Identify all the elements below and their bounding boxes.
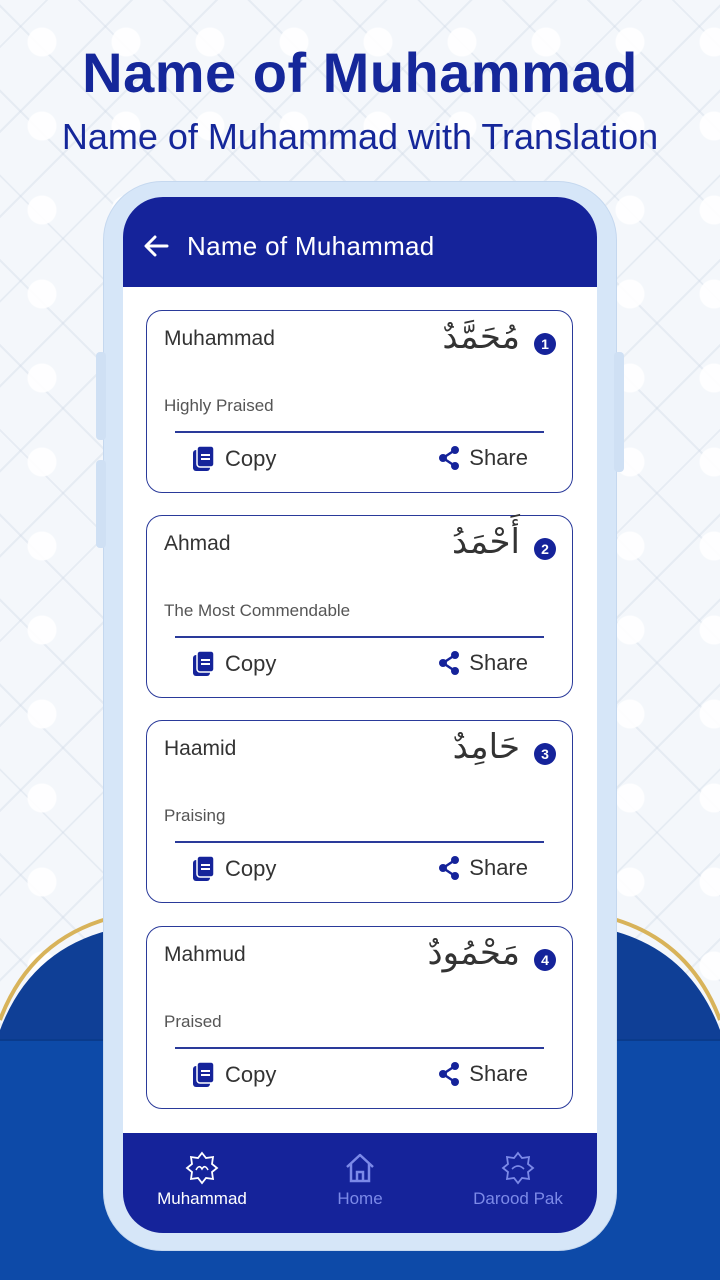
phone-side-button [96,352,106,440]
share-label: Share [469,445,528,470]
card-name: Ahmad [164,532,231,555]
promo-subtitle: Name of Muhammad with Translation [61,116,659,157]
nav-item-darood-pak[interactable] [439,1133,597,1233]
card-arabic-calligraphy: مُحَمَّدٌ [442,317,520,357]
share-icon [437,650,461,676]
name-card [146,720,573,903]
copy-icon [191,650,217,678]
app-screen [123,197,597,1233]
card-name: Muhammad [164,327,275,350]
arrow-left-icon[interactable] [141,231,171,261]
card-meaning: Praising [164,806,226,825]
nav-label-home: Home [337,1189,383,1208]
share-button[interactable] [437,650,528,676]
share-icon [437,855,461,881]
share-label: Share [469,1061,528,1086]
app-bar-title: Name of Muhammad [187,230,435,261]
card-number-badge: 1 [534,333,556,355]
copy-label: Copy [225,1062,277,1087]
card-name: Haamid [164,737,237,760]
card-divider [175,1047,544,1049]
card-divider [175,431,544,433]
copy-icon [191,445,217,473]
copy-button[interactable] [191,855,276,883]
share-icon [437,1061,461,1087]
copy-button[interactable] [191,445,276,473]
phone-side-button [96,460,106,548]
share-button[interactable] [437,445,528,471]
nav-label-muhammad: Muhammad [157,1189,247,1208]
card-arabic-calligraphy: أَحْمَدُ [452,522,520,562]
copy-icon [191,1061,217,1089]
name-card [146,926,573,1109]
promo-title: Name of Muhammad [82,41,638,104]
copy-button[interactable] [191,1061,276,1089]
name-card [146,310,573,493]
darood-emblem-icon [501,1151,535,1185]
nav-item-muhammad[interactable] [123,1133,281,1233]
copy-button[interactable] [191,650,276,678]
card-number-badge: 3 [534,743,556,765]
share-button[interactable] [437,1061,528,1087]
card-meaning: Praised [164,1012,222,1031]
bottom-navigation [123,1133,597,1233]
share-label: Share [469,855,528,880]
app-bar [123,197,597,287]
card-name: Mahmud [164,943,246,966]
card-arabic-calligraphy: حَامِدٌ [452,727,520,767]
card-meaning: The Most Commendable [164,601,351,620]
card-divider [175,841,544,843]
home-icon [343,1151,377,1185]
name-card [146,515,573,698]
share-label: Share [469,650,528,675]
phone-side-button [614,352,624,472]
share-button[interactable] [437,855,528,881]
card-arabic-calligraphy: مَحْمُودٌ [427,933,520,973]
share-icon [437,445,461,471]
card-number-badge: 4 [534,949,556,971]
copy-label: Copy [225,856,277,881]
copy-label: Copy [225,446,277,471]
nav-label-darood-pak: Darood Pak [473,1189,563,1208]
copy-label: Copy [225,651,277,676]
copy-icon [191,855,217,883]
nav-item-home[interactable] [281,1133,439,1233]
card-meaning: Highly Praised [164,396,274,415]
card-number-badge: 2 [534,538,556,560]
card-divider [175,636,544,638]
muhammad-emblem-icon [185,1151,219,1185]
